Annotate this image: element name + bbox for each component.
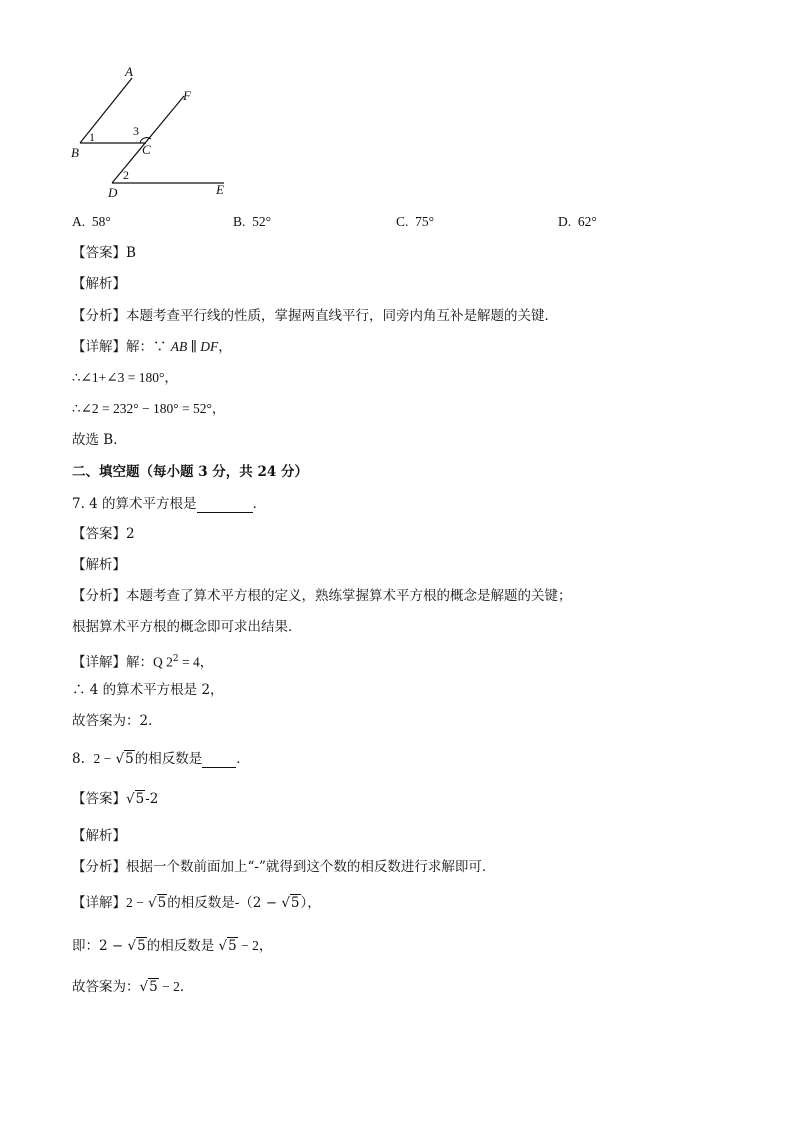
option-value: 52° xyxy=(252,214,272,229)
answer-value: 2 xyxy=(126,526,135,542)
geometry-figure xyxy=(68,62,238,202)
gu-prefix: 故答案为： xyxy=(72,979,140,995)
q7-stem xyxy=(72,494,266,513)
option-letter: C. xyxy=(396,214,409,229)
gu-end: − 2． xyxy=(158,979,194,994)
q7-stem-text: 7. 4 的算术平方根是 xyxy=(72,496,197,512)
option-b xyxy=(233,213,271,231)
sqrt-expression: √5 xyxy=(281,895,300,911)
xj-mid: 的相反数是-（2 − xyxy=(167,895,278,911)
ji-mid: 的相反数是 xyxy=(146,938,215,954)
xj-end: ）， xyxy=(300,895,321,911)
q7-step1: ∴ 4 的算术平方根是 2， xyxy=(72,682,224,698)
q7-stem-end: ． xyxy=(252,496,267,512)
answer-tail: -2 xyxy=(145,791,159,807)
fenxi-text: 本题考查了算术平方根的定义，熟练掌握算术平方根的概念是解题的关键； xyxy=(126,588,572,604)
option-value: 58° xyxy=(91,214,111,229)
option-a xyxy=(72,213,111,231)
q8-xiangjie xyxy=(72,894,321,912)
q7-jiexi: 【解析】 xyxy=(72,557,126,573)
point-label-d: D xyxy=(108,185,118,200)
point-label-a: A xyxy=(125,64,133,79)
radicand: 5 xyxy=(228,938,237,954)
xiangjie-expr: AB ∥ DF xyxy=(170,339,219,354)
q7-xiangjie xyxy=(72,650,213,672)
xiangjie-suffix: ， xyxy=(218,339,232,355)
q8-stem xyxy=(72,749,250,768)
radicand: 5 xyxy=(290,895,300,911)
section-title: 二、填空题（每小题 3 分，共 24 分） xyxy=(72,464,308,480)
option-letter: B. xyxy=(233,214,246,229)
answer-tag: 【答案】 xyxy=(72,526,126,542)
q6-step1: ∴∠1+∠3 = 180°， xyxy=(72,370,178,385)
line-ab xyxy=(80,78,132,143)
sqrt-expression: √5 xyxy=(126,791,145,807)
xiangjie-tag: 【详解】 xyxy=(72,339,126,355)
fenxi-tag: 【分析】 xyxy=(72,588,126,604)
q8-answer xyxy=(72,790,158,808)
option-d xyxy=(558,213,597,231)
q7-conclusion: 故答案为：2． xyxy=(72,713,162,729)
q8-two: 2 − xyxy=(93,751,112,766)
point-label-c: C xyxy=(142,142,151,157)
option-value: 75° xyxy=(415,214,435,229)
q8-conclusion xyxy=(72,978,193,996)
xj-two: 2 − xyxy=(126,895,144,910)
sqrt-expression: √5 xyxy=(139,979,158,995)
q6-xiangjie xyxy=(72,338,232,356)
sqrt-expression: √5 xyxy=(115,751,134,767)
q6-fenxi xyxy=(72,307,558,325)
q8-number: 8. xyxy=(72,751,85,767)
q8-stem-end: ． xyxy=(236,751,250,767)
fenxi-tag: 【分析】 xyxy=(72,859,126,875)
q6-conclusion: 故选 B． xyxy=(72,432,127,448)
ji-end: − 2， xyxy=(237,938,273,953)
answer-tag: 【答案】 xyxy=(72,791,126,807)
q8-ji xyxy=(72,937,272,955)
fenxi-text: 根据一个数前面加上“-”就得到这个数的相反数进行求解即可． xyxy=(126,859,496,875)
radicand: 5 xyxy=(135,791,145,807)
option-value: 62° xyxy=(577,214,597,229)
fenxi-tag: 【分析】 xyxy=(72,308,126,324)
answer-tag: 【答案】 xyxy=(72,245,126,261)
xiangjie-tag: 【详解】 xyxy=(72,895,126,911)
option-letter: D. xyxy=(558,214,572,229)
sqrt-expression: √5 xyxy=(148,895,167,911)
angle-label-2: 2 xyxy=(123,168,129,182)
sqrt-expression: √5 xyxy=(218,938,237,954)
q6-step2: ∴∠2 = 232° − 180° = 52°， xyxy=(72,401,226,416)
q8-fenxi xyxy=(72,858,495,876)
xiangjie-prefix: 解：∵ xyxy=(126,339,167,355)
q6-jiexi: 【解析】 xyxy=(72,276,126,292)
q8-jiexi: 【解析】 xyxy=(72,828,126,844)
answer-blank xyxy=(197,494,253,513)
radicand: 5 xyxy=(125,751,134,767)
option-letter: A. xyxy=(72,214,86,229)
radicand: 5 xyxy=(137,938,146,954)
point-label-e: E xyxy=(216,182,224,197)
xiangjie-expr-end: = 4， xyxy=(178,654,214,670)
option-c xyxy=(396,213,434,231)
answer-value: B xyxy=(126,245,136,261)
xiangjie-tag: 【详解】 xyxy=(72,654,126,671)
fenxi-text: 本题考查平行线的性质，掌握两直线平行，同旁内角互补是解题的关键． xyxy=(126,308,558,324)
q7-answer xyxy=(72,525,135,543)
q6-answer xyxy=(72,244,136,262)
radicand: 5 xyxy=(157,895,167,911)
ji-prefix: 即：2 − xyxy=(72,938,124,954)
sqrt-expression: √5 xyxy=(127,938,146,954)
q7-fenxi xyxy=(72,587,572,605)
q8-stem-text: 的相反数是 xyxy=(134,751,203,767)
xiangjie-expr: 解：Q 2 xyxy=(126,654,173,670)
point-label-f: F xyxy=(183,88,191,103)
radicand: 5 xyxy=(149,979,158,995)
answer-blank xyxy=(202,749,236,768)
angle-label-3: 3 xyxy=(133,124,139,138)
point-label-b: B xyxy=(71,145,79,160)
angle-label-1: 1 xyxy=(89,130,95,144)
exponent: 2 xyxy=(172,654,179,664)
q7-fenxi-2: 根据算术平方根的概念即可求出结果． xyxy=(72,619,302,635)
